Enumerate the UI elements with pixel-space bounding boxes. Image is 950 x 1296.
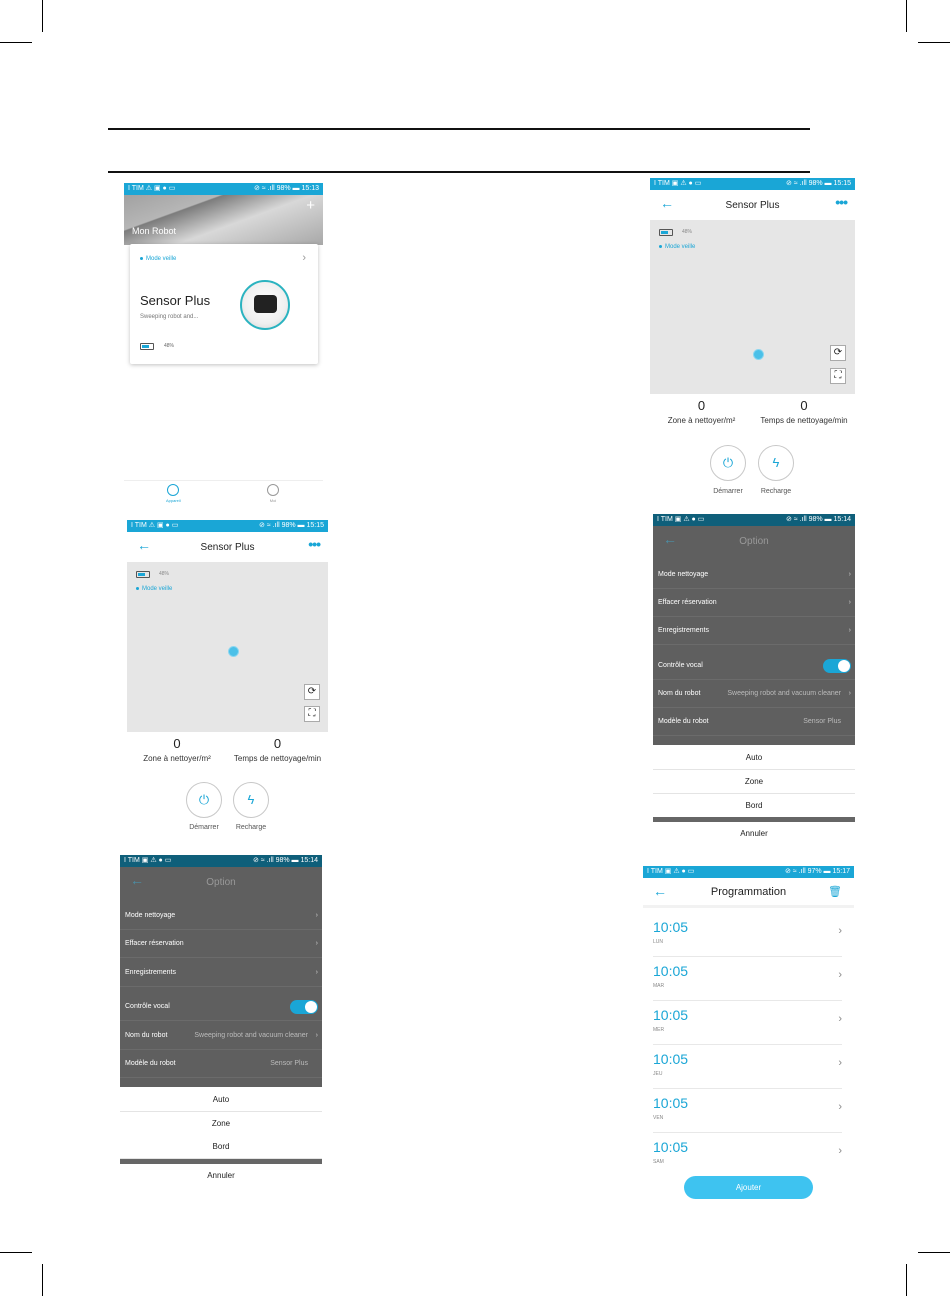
chevron-right-icon: ›: [302, 252, 306, 264]
recharge-label: Recharge: [760, 488, 792, 495]
schedule-day: JEU: [653, 1071, 663, 1077]
recharge-button[interactable]: ϟ: [233, 782, 269, 818]
refresh-map-button[interactable]: ⟳: [304, 684, 320, 700]
area-label: Zone à nettoyer/m²: [143, 754, 211, 763]
voice-toggle[interactable]: [823, 659, 851, 673]
nav-bar: [650, 190, 855, 220]
crop-mark: [906, 1264, 907, 1296]
robot-position-icon: [753, 349, 764, 360]
option-enregistrements[interactable]: Enregistrements ›: [653, 617, 855, 645]
status-bar: I TIM ▣ ⚠ ● ▭ ⊘ ≈ .ıll 97% ▬ 15:17: [643, 866, 854, 878]
area-label: Zone à nettoyer/m²: [667, 416, 736, 425]
control-screen-left: [127, 520, 328, 838]
control-screen-right: [650, 178, 855, 500]
page-title: Sensor Plus: [725, 199, 780, 211]
status-bar: I TIM ▣ ⚠ ● ▭ ⊘ ≈ .ıll 98% ▬ 15:14: [120, 855, 322, 867]
crop-mark: [0, 42, 32, 43]
robot-model-value: Sensor Plus: [270, 1060, 308, 1067]
chevron-right-icon: ›: [838, 969, 842, 981]
time-stat: [227, 736, 328, 763]
add-device-button[interactable]: +: [306, 197, 315, 214]
battery-percent: 48%: [159, 571, 170, 577]
schedule-time: 10:05: [653, 963, 689, 979]
option-mode-nettoyage[interactable]: Mode nettoyage ›: [653, 561, 855, 589]
header-rule: [108, 171, 810, 173]
status-bar: I TIM ⚠ ▣ ● ▭ ⊘ ≈ .ıll 98% ▬ 15:15: [127, 520, 328, 532]
page-title: Programmation: [710, 885, 787, 898]
crop-mark: [0, 1252, 32, 1253]
sheet-bord[interactable]: Bord: [120, 1135, 322, 1159]
page-title: Option: [739, 535, 769, 547]
profile-icon: [267, 484, 279, 496]
schedule-item[interactable]: [653, 1089, 842, 1133]
robot-name-value: Sweeping robot and vacuum cleaner: [194, 1032, 308, 1039]
start-button[interactable]: ⏻: [186, 782, 222, 818]
fullscreen-button[interactable]: ⛶: [304, 706, 320, 722]
chevron-right-icon: ›: [315, 940, 318, 947]
robot-name-value: Sweeping robot and vacuum cleaner: [727, 690, 841, 697]
option-effacer-reservation[interactable]: Effacer réservation ›: [120, 930, 322, 958]
page-title: Option: [206, 876, 236, 888]
chevron-right-icon: ›: [848, 690, 851, 697]
chevron-right-icon: ›: [848, 627, 851, 634]
robot-model-value: Sensor Plus: [803, 718, 841, 725]
schedule-item[interactable]: [653, 1045, 842, 1089]
crop-mark: [918, 42, 950, 43]
back-arrow-icon[interactable]: ←: [130, 872, 144, 888]
home-header-title: Mon Robot: [132, 226, 177, 236]
cleaning-map: [127, 562, 328, 732]
option-modele-robot: Modèle du robot Sensor Plus: [653, 708, 855, 736]
robot-card[interactable]: [130, 244, 318, 364]
start-label: Démarrer: [189, 824, 219, 831]
option-effacer-reservation[interactable]: Effacer réservation ›: [653, 589, 855, 617]
option-screen-left: [120, 855, 322, 1185]
time-label: Temps de nettoyage/min: [760, 416, 848, 425]
schedule-time: 10:05: [653, 1051, 689, 1067]
back-arrow-icon[interactable]: ←: [660, 195, 674, 211]
chevron-right-icon: ›: [838, 1013, 842, 1025]
header-rule: [108, 128, 810, 130]
chevron-right-icon: ›: [315, 969, 318, 976]
crop-mark: [918, 1252, 950, 1253]
recharge-button[interactable]: ϟ: [758, 445, 794, 481]
schedule-time: 10:05: [653, 1095, 689, 1111]
home-screen: [124, 183, 323, 508]
robot-description: Sweeping robot and...: [140, 314, 199, 320]
voice-toggle[interactable]: [290, 1000, 318, 1014]
mode-status: Mode veille: [140, 256, 176, 262]
schedule-list: [643, 913, 854, 1163]
schedule-item[interactable]: [653, 957, 842, 1001]
recharge-label: Recharge: [235, 824, 267, 831]
battery-percent: 48%: [164, 343, 175, 349]
start-button[interactable]: ⏻: [710, 445, 746, 481]
area-value: 0: [173, 736, 181, 751]
chevron-right-icon: ›: [838, 1145, 842, 1157]
time-label: Temps de nettoyage/min: [233, 754, 322, 763]
option-screen-right: [653, 514, 855, 842]
time-value: 0: [800, 398, 808, 413]
schedule-time: 10:05: [653, 1007, 689, 1023]
battery-icon: [140, 343, 154, 350]
option-nom-robot[interactable]: Nom du robot Sweeping robot and vacuum cleaner ›: [653, 680, 855, 708]
chevron-right-icon: ›: [838, 1057, 842, 1069]
back-arrow-icon[interactable]: ←: [653, 883, 667, 899]
chevron-right-icon: ›: [848, 599, 851, 606]
area-value: 0: [697, 398, 706, 413]
start-label: Démarrer: [713, 488, 743, 495]
schedule-day: MAR: [653, 983, 665, 989]
tab-bar: [124, 480, 323, 508]
schedule-time: 10:05: [653, 1139, 689, 1155]
chevron-right-icon: ›: [838, 925, 842, 937]
sheet-zone[interactable]: Zone: [653, 770, 855, 794]
device-icon: [167, 484, 179, 496]
nav-bar: [653, 526, 855, 556]
delete-icon[interactable]: 🗑: [828, 886, 842, 898]
fullscreen-button[interactable]: ⛶: [830, 368, 846, 384]
robot-position-icon: [228, 646, 239, 657]
area-stat: [127, 736, 227, 763]
chevron-right-icon: ›: [838, 1101, 842, 1113]
schedule-day: LUN: [653, 939, 664, 945]
sheet-cancel[interactable]: Annuler: [120, 1164, 322, 1185]
schedule-time: 10:05: [653, 919, 689, 935]
add-schedule-button[interactable]: Ajouter: [684, 1176, 813, 1199]
option-controle-vocal: Contrôle vocal: [653, 652, 855, 680]
area-stat: [650, 398, 753, 425]
status-bar: I TIM ▣ ⚠ ● ▭ ⊘ ≈ .ıll 98% ▬ 15:14: [653, 514, 855, 526]
crop-mark: [906, 0, 907, 32]
mode-status: Mode veille: [659, 244, 695, 250]
mode-status: Mode veille: [136, 586, 172, 592]
tab-device[interactable]: [166, 484, 180, 503]
battery-percent: 48%: [682, 229, 693, 235]
sheet-bord[interactable]: Bord: [653, 794, 855, 818]
battery-icon: [136, 571, 150, 578]
time-value: 0: [273, 736, 282, 751]
robot-image: [240, 280, 290, 330]
battery-fill: [661, 231, 668, 234]
chevron-right-icon: ›: [848, 571, 851, 578]
tab-me[interactable]: [266, 484, 280, 503]
option-nom-robot[interactable]: Nom du robot Sweeping robot and vacuum cleaner ›: [120, 1022, 322, 1050]
option-modele-robot: Modèle du robot Sensor Plus: [120, 1050, 322, 1078]
sheet-auto[interactable]: Auto: [653, 746, 855, 770]
schedule-day: SAM: [653, 1159, 664, 1163]
schedule-item[interactable]: [653, 913, 842, 957]
robot-name: Sensor Plus: [140, 293, 211, 308]
tab-device-label: Appareil: [166, 498, 181, 503]
back-arrow-icon[interactable]: ←: [137, 537, 151, 553]
time-stat: [753, 398, 855, 425]
option-mode-nettoyage[interactable]: Mode nettoyage ›: [120, 902, 322, 930]
nav-bar: [127, 532, 328, 562]
option-controle-vocal: Contrôle vocal: [120, 993, 322, 1021]
tab-me-label: Moi: [269, 498, 277, 503]
sheet-auto[interactable]: Auto: [120, 1088, 322, 1112]
option-enregistrements[interactable]: Enregistrements ›: [120, 959, 322, 987]
status-bar: I TIM ▣ ⚠ ● ▭ ⊘ ≈ .ıll 98% ▬ 15:15: [650, 178, 855, 190]
sheet-cancel[interactable]: Annuler: [653, 822, 855, 842]
schedule-screen: [643, 866, 854, 1206]
page-title: Sensor Plus: [200, 541, 255, 553]
refresh-map-button[interactable]: ⟳: [830, 345, 846, 361]
chevron-right-icon: ›: [315, 1032, 318, 1039]
crop-mark: [42, 1264, 43, 1296]
chevron-right-icon: ›: [315, 912, 318, 919]
robot-top-panel: [254, 295, 277, 313]
battery-icon: [659, 229, 673, 236]
crop-mark: [42, 0, 43, 32]
schedule-item[interactable]: [653, 1133, 842, 1163]
status-bar: I TIM ⚠ ▣ ● ▭ ⊘ ≈ .ıll 98% ▬ 15:13: [124, 183, 323, 195]
battery-fill: [138, 573, 145, 576]
cleaning-map: [650, 220, 855, 394]
more-menu-icon[interactable]: •••: [308, 536, 320, 552]
battery-fill: [142, 345, 149, 348]
schedule-day: VEN: [653, 1115, 664, 1121]
nav-bar: [643, 878, 854, 908]
schedule-day: MER: [653, 1027, 665, 1033]
back-arrow-icon[interactable]: ←: [663, 531, 677, 547]
nav-bar: [120, 867, 322, 897]
schedule-item[interactable]: [653, 1001, 842, 1045]
more-menu-icon[interactable]: •••: [835, 194, 847, 210]
sheet-zone[interactable]: Zone: [120, 1112, 322, 1136]
